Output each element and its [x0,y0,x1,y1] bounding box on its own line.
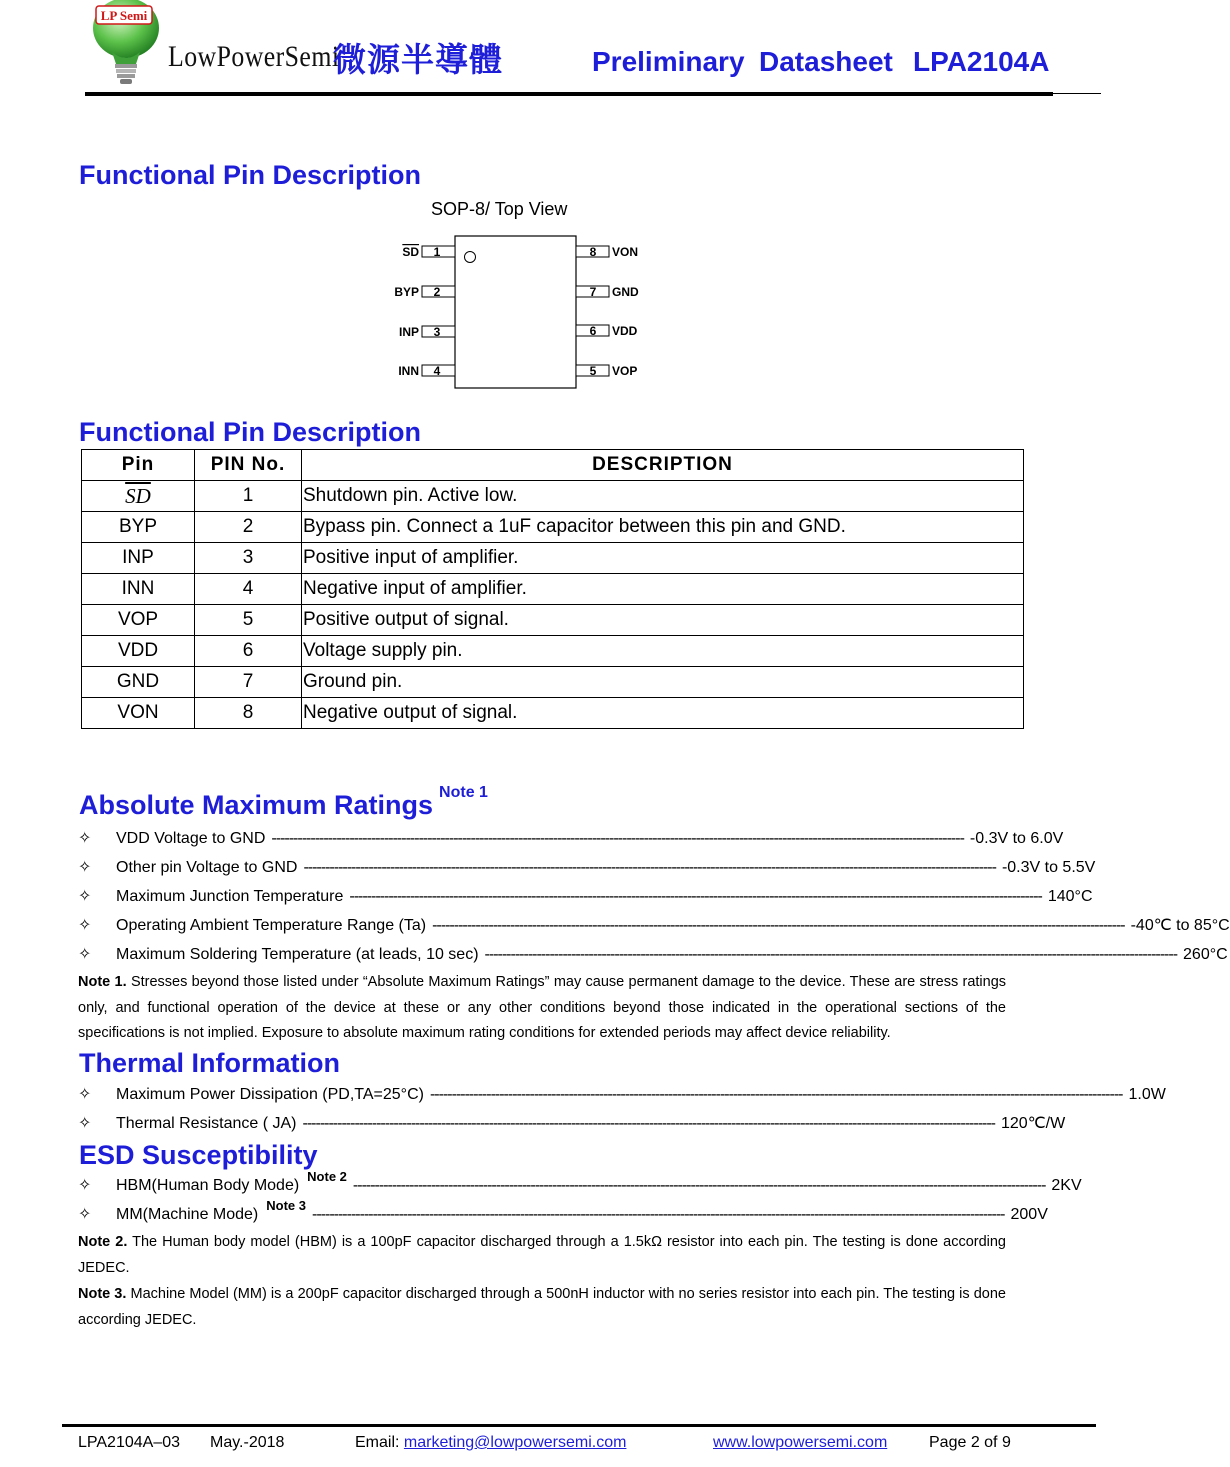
spec-label: VDD Voltage to GND [116,830,266,847]
cell-pin: VDD [82,636,195,667]
section-heading-esd: ESD Susceptibility [79,1140,318,1170]
pin-label-4: INN [398,364,419,378]
col-header-description: DESCRIPTION [302,450,1024,481]
note-1 [78,970,1006,1047]
cell-pin: INP [82,543,195,574]
table-row [82,636,1024,667]
spec-line [78,1084,1166,1106]
dot-leader: ---------------------------------------------------------------------------------------------------------------------------------------------------------------- [302,1115,995,1132]
spec-line [78,857,1096,879]
cell-description: Positive input of amplifier. [302,543,1024,574]
spec-value: 200V [1010,1206,1048,1223]
cell-pin: GND [82,667,195,698]
pin-label-2: BYP [394,285,419,299]
spec-label: Maximum Soldering Temperature (at leads, 10 sec) [116,946,479,963]
spec-label: Maximum Junction Temperature [116,888,344,905]
dot-leader: ---------------------------------------------------------------------------------------------------------------------------------------------------------------- [352,1177,1046,1194]
pin-label-7: GND [612,285,639,299]
abs-max-title: Absolute Maximum Ratings [79,790,434,820]
cell-description: Ground pin. [302,667,1024,698]
spec-line [78,1113,1066,1135]
cell-description: Negative output of signal. [302,698,1024,729]
note-1-label: Note 1. [78,974,127,990]
company-name: LowPowerSemi [168,40,340,73]
footer-doc-id: LPA2104A–03 [78,1434,181,1451]
table-row [82,543,1024,574]
section-heading-thermal: Thermal Information [79,1048,341,1078]
cell-pin-no: 7 [195,667,302,698]
header-part-number: LPA2104A [913,46,1050,77]
diamond-bullet-icon: ✧ [78,1115,92,1132]
dot-leader: ---------------------------------------------------------------------------------------------------------------------------------------------------------------- [349,888,1042,905]
note-3-text: Machine Model (MM) is a 200pF capacitor discharged through a 500nH inductor with no series resistor into each pin. The testing is done according JEDEC. [78,1286,1006,1328]
spec-line [78,915,1230,937]
cell-pin-no: 8 [195,698,302,729]
cell-pin: INN [82,574,195,605]
note-3 [78,1282,1006,1333]
cell-description: Bypass pin. Connect a 1uF capacitor between this pin and GND. [302,512,1024,543]
ic-package-body [455,236,576,388]
pin-label-6: VDD [612,324,638,338]
dot-leader: ---------------------------------------------------------------------------------------------------------------------------------------------------------------- [312,1206,1005,1223]
spec-label: Other pin Voltage to GND [116,859,298,876]
spec-value: 1.0W [1128,1086,1166,1103]
diamond-bullet-icon: ✧ [78,917,92,934]
cell-pin [82,481,195,512]
pin-label-1: SD [402,245,419,259]
pin-num-2: 2 [433,285,441,299]
spec-line [78,1169,1082,1197]
dot-leader: ---------------------------------------------------------------------------------------------------------------------------------------------------------------- [432,917,1125,934]
table-row [82,667,1024,698]
footer-email-label: Email: [355,1434,400,1451]
pin-num-7: 7 [589,285,597,299]
table-row [82,512,1024,543]
table-row [82,481,1024,512]
table-row [82,605,1024,636]
cell-pin-no: 3 [195,543,302,574]
cell-pin-no: 1 [195,481,302,512]
note-3-label: Note 3. [78,1286,127,1302]
table-row [82,574,1024,605]
spec-value: 120℃/W [1001,1115,1066,1132]
footer-date: May.-2018 [210,1434,285,1451]
cell-description: Positive output of signal. [302,605,1024,636]
cell-pin-no: 5 [195,605,302,636]
note-2 [78,1230,1006,1281]
pin-label-5: VOP [612,364,638,378]
diamond-bullet-icon: ✧ [78,888,92,905]
diamond-bullet-icon: ✧ [78,1206,92,1223]
note-2-text: The Human body model (HBM) is a 100pF capacitor discharged through a 1.5kΩ resistor into each pin. The testing is done according JEDEC. [78,1234,1006,1276]
dot-leader: ---------------------------------------------------------------------------------------------------------------------------------------------------------------- [271,830,964,847]
pin-description-table [81,449,1024,729]
spec-value: 140°C [1047,888,1093,905]
dot-leader: ---------------------------------------------------------------------------------------------------------------------------------------------------------------- [429,1086,1123,1103]
spec-note-ref: Note 2 [307,1169,347,1184]
pin-num-5: 5 [589,364,597,378]
pin-num-3: 3 [433,325,441,339]
cell-pin-no: 4 [195,574,302,605]
cell-description: Negative input of amplifier. [302,574,1024,605]
note-1-text: Stresses beyond those listed under “Absolute Maximum Ratings” may cause permanent damage to the device. These are stress ratings only, and functional operation of the device at these or any other conditions beyond those indicated in the operational sections of the specifications is not implied. Exposure to absolute maximum rating conditions for extended periods may affect device reliability. [78,974,1007,1041]
spec-note-ref: Note 3 [266,1198,306,1213]
spec-value: 2KV [1051,1177,1082,1194]
pin-label-3: INP [398,325,419,339]
dot-leader: ---------------------------------------------------------------------------------------------------------------------------------------------------------------- [303,859,996,876]
footer-email-link[interactable]: marketing@lowpowersemi.com [403,1434,627,1451]
footer-email-block [355,1434,626,1452]
sop8-pin-diagram [380,230,670,395]
section-heading-pin-table: Functional Pin Description [79,417,422,447]
col-header-pin-no: PIN No. [195,450,302,481]
spec-label: HBM(Human Body Mode) [116,1177,300,1194]
section-heading-pin-diagram: Functional Pin Description [79,160,422,190]
abs-max-note-ref: Note 1 [439,784,488,801]
cell-pin-sd: $\overline{SD}$ [125,483,151,508]
spec-label: Thermal Resistance ( JA) [116,1115,297,1132]
cell-pin: VON [82,698,195,729]
pin-label-8: VON [612,245,639,259]
header-rule-extension [1053,93,1101,94]
spec-value: -0.3V to 5.5V [1001,859,1096,876]
section-heading-abs-max [79,784,488,821]
table-row [82,698,1024,729]
footer-page-number: Page 2 of 9 [929,1434,1011,1451]
logo-badge-text: LP Semi [100,8,148,23]
note-2-label: Note 2. [78,1234,128,1250]
spec-value: -40℃ to 85°C [1130,917,1230,934]
cell-description: Voltage supply pin. [302,636,1024,667]
diamond-bullet-icon: ✧ [78,946,92,963]
cell-pin-no: 6 [195,636,302,667]
spec-line [78,828,1064,850]
header-preliminary: Preliminary [592,46,745,77]
col-header-pin: Pin [82,450,195,481]
header-rule [85,92,1053,96]
cell-description: Shutdown pin. Active low. [302,481,1024,512]
lightbulb-logo-icon [90,0,162,88]
spec-label: MM(Machine Mode) [116,1206,259,1223]
diamond-bullet-icon: ✧ [78,859,92,876]
spec-value: 260°C [1183,946,1228,963]
footer-website-link[interactable]: www.lowpowersemi.com [713,1434,888,1451]
company-name-cjk: 微源半導體 [333,40,503,79]
pin-num-6: 6 [589,324,597,338]
pin-num-4: 4 [433,364,441,378]
dot-leader: ---------------------------------------------------------------------------------------------------------------------------------------------------------------- [484,946,1178,963]
diamond-bullet-icon: ✧ [78,1177,92,1194]
package-caption: SOP-8/ Top View [431,199,568,219]
spec-line [78,1198,1048,1226]
pin-num-8: 8 [589,245,597,259]
spec-line [78,944,1228,966]
table-header-row [82,450,1024,481]
header-datasheet: Datasheet [759,46,893,77]
cell-pin: BYP [82,512,195,543]
diamond-bullet-icon: ✧ [78,1086,92,1103]
footer-rule [62,1424,1096,1427]
diamond-bullet-icon: ✧ [78,830,92,847]
spec-label: Operating Ambient Temperature Range (Ta) [116,917,427,934]
spec-value: -0.3V to 6.0V [969,830,1064,847]
company-logo [90,0,162,88]
spec-label: Maximum Power Dissipation (PD,TA=25°C) [116,1086,424,1103]
pin-num-1: 1 [433,245,441,259]
spec-line [78,886,1093,908]
cell-pin-no: 2 [195,512,302,543]
cell-pin: VOP [82,605,195,636]
